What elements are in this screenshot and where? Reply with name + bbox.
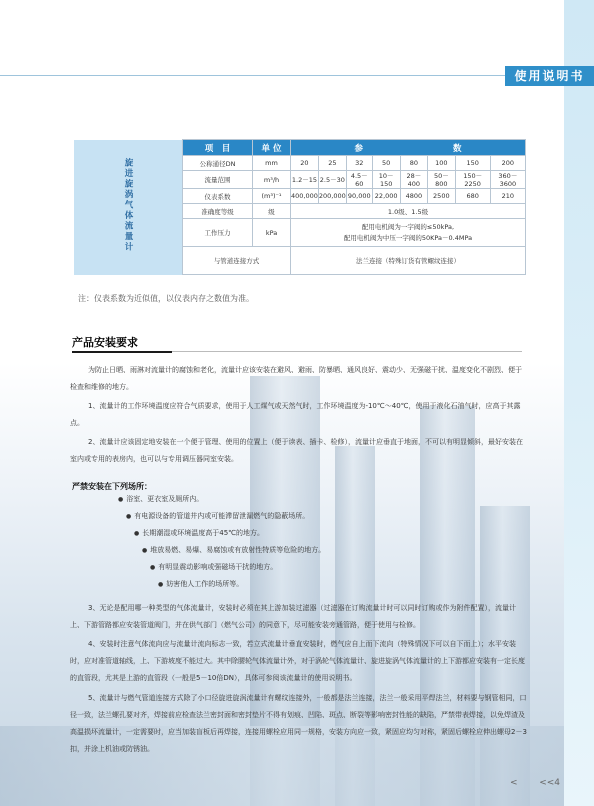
spec-table [74, 139, 526, 275]
section-rule [172, 351, 522, 352]
table-note: 注：仪表系数为近似值，以仪表内存之数值为准。 [78, 294, 254, 303]
forbid-item: ● 堆放易燃、易爆、易腐蚀或有放射性特质等危险的地方。 [142, 545, 325, 555]
paragraph-3: 3、无论是配用哪一种类型的气体流量计，安装时必须在其上游加装过滤器（过滤器在订购流量计时可以同时订购或作为附件配置），流量计上、下游管路都应安装管道阀门，并在供气部门（燃气公司）的同意下，尽可能安装旁通管路，便于使用与检修。 [70, 604, 516, 629]
header-unit: 单 位 [253, 140, 291, 156]
table-row: 与管道连接方式 法兰连接（特殊订货有管螺纹连接） [74, 247, 526, 275]
page-prev-arrow: < [510, 778, 518, 788]
forbid-item: ● 有明显震动影响或强磁场干扰的地方。 [150, 562, 277, 572]
paragraph-5: 5、流量计与燃气管道连接方式除了小口径旋进旋涡流量计有螺纹连接外，一般都是法兰连接，法兰一般采用平焊法兰，材料要与钢管相同，口径一致，法兰螺孔要对齐，焊接前应检查法兰密封面和密封垫片不得有划痕、凹陷、斑点、断裂等影响密封性能的缺陷，严禁带表焊接，以免焊渣及高温损坏流量计，一定需要时，应当加装盲板后再焊接，连接用螺栓应用同一规格，安装方向应一致，紧固应均匀对称，紧固后螺栓应伸出螺母2－3扣，并涂上机油或防锈油。 [70, 694, 527, 753]
paragraph-4: 4、安装时注意气体流向应与流量计流向标志一致，若立式流量计垂直安装时，燃气应自上而下流向（特殊情况下可以自下而上）；水平安装时，应对准管道轴线，上、下游坡度不能过大。其中除腰轮气体流量计外，对于涡轮气体流量计、旋进旋涡气体流量计的上下游都应安装有一定长度的直管段，尤其是上游的直管段（一般是5－10倍DN），具体可参阅该流量计的使用说明书。 [70, 640, 525, 682]
table-header-row [74, 140, 526, 156]
paragraph-intro: 为防止日晒、雨淋对流量计的腐蚀和老化，流量计应该安装在避风、避雨、防暴晒、通风良好、震动少、无强磁干扰、温度变化不剧烈、便于检查和维修的地方。 [70, 366, 522, 391]
forbid-item: ● 浴室、更衣室及厕所内。 [118, 494, 203, 504]
table-row: 准确度等级 级 1.0级、1.5级 [74, 204, 526, 219]
manual-tab: 使用说明书 [505, 66, 594, 86]
section-underline [72, 351, 172, 353]
table-row: 公称通径DN mm 20 25 32 50 80 100 150 200 [74, 156, 526, 171]
header-params: 参 数 [291, 140, 526, 156]
paragraph-1: 1、流量计的工作环境温度应符合气质要求，使用于人工煤气或天然气时，工作环境温度为-10℃～40℃，使用于液化石油气时，应高于其露点。 [70, 402, 521, 427]
forbid-heading: 严禁安装在下列场所： [72, 482, 152, 491]
table-side-title: 旋进旋涡气体流量计 [74, 140, 183, 275]
header-item: 项 目 [183, 140, 253, 156]
forbid-item: ● 有电源设备的管道井内或可能滞留泄漏燃气的隐蔽场所。 [126, 511, 309, 521]
section-title: 产品安装要求 [72, 336, 138, 349]
page-number: <<4 [539, 778, 560, 788]
table-row: 工作压力 kPa 配用电机阀为一字阀的≤50kPa, 配用电机阀为中压一字阀的50KPa－0.4MPa [74, 219, 526, 247]
table-row: 仪表系数 (m³)⁻¹ 400,000 200,000 90,000 22,000 4800 2500 680 210 [74, 189, 526, 204]
right-decor-strip [564, 0, 594, 806]
table-row: 流量范围 m³/h 1.2－15 2.5－30 4.5－60 10－150 28－400 50－800 150－2250 360－3600 [74, 171, 526, 189]
forbid-item: ● 长期潮湿或环境温度高于45℃的地方。 [134, 528, 264, 538]
paragraph-2: 2、流量计应该固定地安装在一个便于管理、使用的位置上（便于读表、插卡、检修），流量计应垂直于地面，不可以有明显倾斜，最好安装在室内或专用的表房内，也可以与专用调压器同室安装。 [70, 438, 523, 463]
forbid-item: ● 妨害他人工作的场所等。 [158, 579, 243, 589]
